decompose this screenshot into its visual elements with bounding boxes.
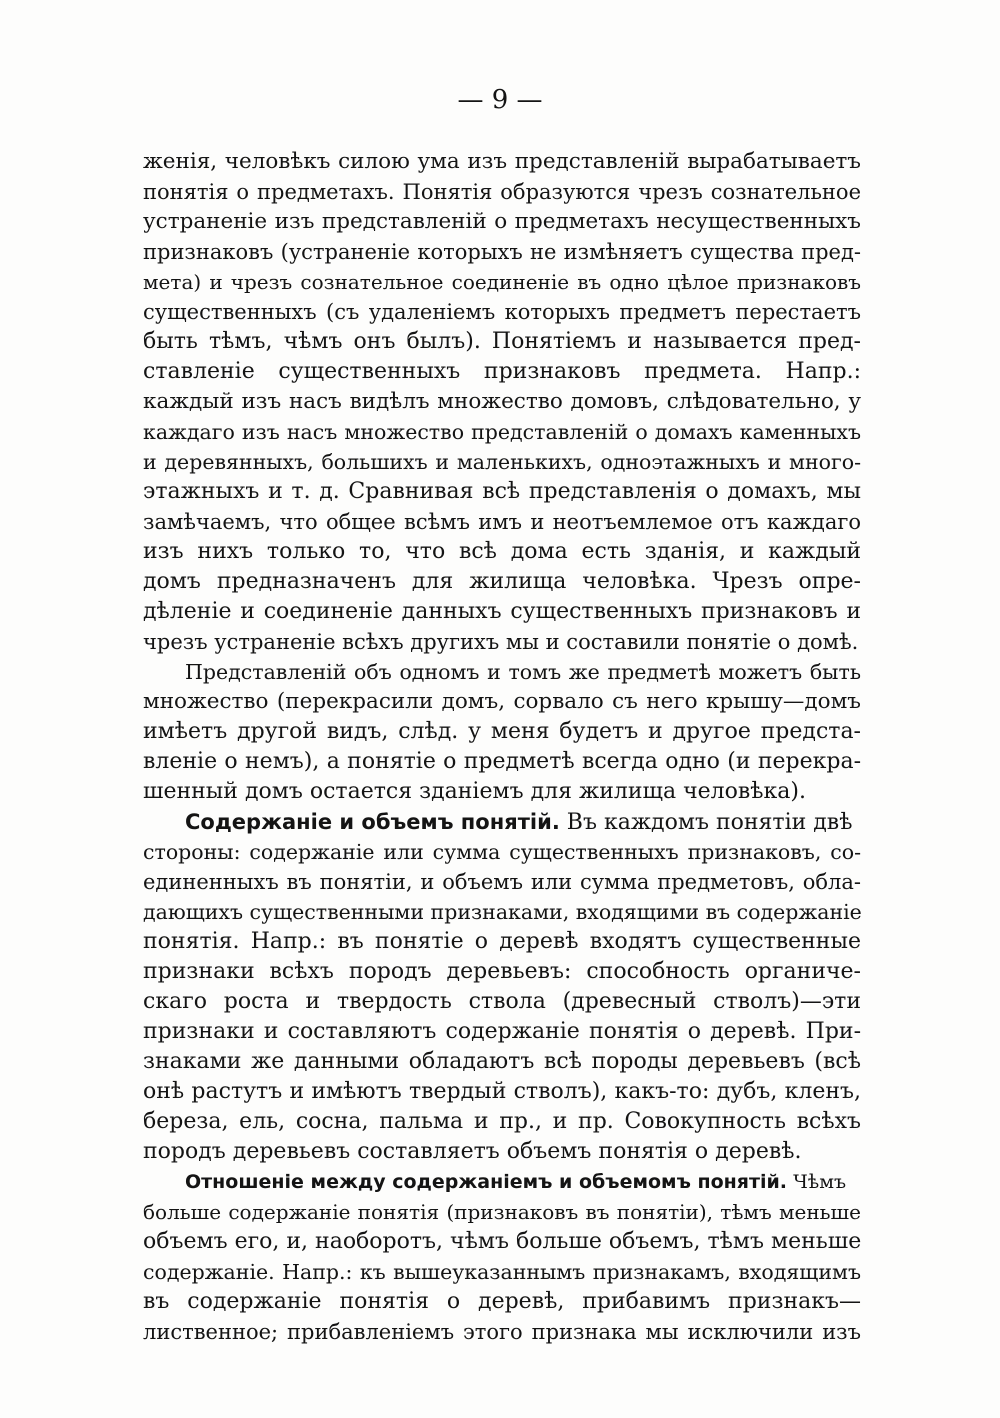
text-line: больше содержаніе понятія (признаковъ въ понятіи), тѣмъ меньше: [143, 1200, 861, 1224]
text-line: этажныхъ и т. д. Сравнивая всѣ представленія о домахъ, мы: [143, 479, 861, 504]
text-line: каждый изъ насъ видѣлъ множество домовъ, слѣдовательно, у: [143, 389, 861, 414]
section-heading-line: [185, 807, 861, 837]
heading-lead-text: Въ каждомъ понятіи двѣ: [559, 810, 853, 835]
text-line: признаковъ (устраненіе которыхъ не измѣняетъ существа пред-: [143, 240, 861, 264]
section-heading: Отношеніе между содержаніемъ и объемомъ понятій.: [185, 1171, 788, 1193]
text-line: мета) и чрезъ сознательное соединеніе въ одно цѣлое признаковъ: [143, 270, 861, 294]
page-number: — 9 —: [457, 85, 543, 115]
text-line: въ содержаніе понятія о деревѣ, прибавимъ признакъ—: [143, 1289, 861, 1314]
text-line: Представленій объ одномъ и томъ же предметѣ можетъ быть: [185, 660, 861, 684]
text-line: береза, ель, сосна, пальма и пр., и пр. Совокупность всѣхъ: [143, 1109, 861, 1134]
text-line: лиственное; прибавленіемъ этого признака мы исключили изъ: [143, 1320, 861, 1344]
text-line: дѣленіе и соединеніе данныхъ существенныхъ признаковъ и: [143, 599, 861, 624]
text-line: существенныхъ (съ удаленіемъ которыхъ предметъ перестаетъ: [143, 300, 861, 324]
text-line: понятія о предметахъ. Понятія образуются чрезъ сознательное: [143, 180, 861, 204]
text-line: домъ предназначенъ для жилища человѣка. Чрезъ опре-: [143, 569, 861, 594]
text-line: женія, человѣкъ силою ума изъ представленій вырабатываетъ: [143, 149, 861, 174]
text-line: стороны: содержаніе или сумма существенныхъ признаковъ, со-: [143, 840, 861, 864]
text-line: признаки и составляютъ содержаніе понятія о деревѣ. При-: [143, 1019, 861, 1044]
text-line: скаго роста и твердость ствола (древесный стволъ)—эти: [143, 989, 861, 1014]
text-line: множество (перекрасили домъ, сорвало съ него крышу—домъ: [143, 689, 861, 714]
text-line: замѣчаемъ, что общее всѣмъ имъ и неотъемлемое отъ каждаго: [143, 510, 861, 534]
text-line: породъ деревьевъ составляетъ объемъ понятія о деревѣ.: [143, 1139, 802, 1164]
text-line: знаками же данными обладаютъ всѣ породы деревьевъ (всѣ: [143, 1049, 861, 1074]
text-line: чрезъ устраненіе всѣхъ другихъ мы и составили понятіе о домѣ.: [143, 630, 859, 654]
text-line: содержаніе. Напр.: къ вышеуказаннымъ признакамъ, входящимъ: [143, 1260, 861, 1284]
text-line: шенный домъ остается зданіемъ для жилища человѣка).: [143, 779, 806, 804]
text-line: каждаго изъ насъ множество представленій о домахъ каменныхъ: [143, 420, 861, 444]
text-line: единенныхъ въ понятіи, и объемъ или сумма предметовъ, обла-: [143, 870, 861, 894]
text-line: ставленіе существенныхъ признаковъ предмета. Напр.:: [143, 359, 861, 384]
text-line: быть тѣмъ, чѣмъ онъ былъ). Понятіемъ и называется пред-: [143, 329, 861, 354]
text-line: изъ нихъ только то, что всѣ дома есть зданія, и каждый: [143, 539, 861, 564]
section-heading: Содержаніе и объемъ понятій.: [185, 810, 560, 834]
heading-lead-text: Чѣмъ: [787, 1171, 847, 1193]
text-line: объемъ его, и, наоборотъ, чѣмъ больше объемъ, тѣмъ меньше: [143, 1229, 862, 1254]
text-line: понятія. Напр.: въ понятіе о деревѣ входятъ существенные: [143, 929, 861, 954]
section-heading-line: [185, 1167, 861, 1197]
text-line: имѣетъ другой видъ, слѣд. у меня будетъ и другое предста-: [143, 719, 861, 744]
text-line: и деревянныхъ, большихъ и маленькихъ, одноэтажныхъ и много-: [143, 450, 861, 474]
text-line: онѣ растутъ и имѣютъ твердый стволъ), какъ-то: дубъ, кленъ,: [143, 1079, 861, 1104]
text-line: устраненіе изъ представленій о предметахъ несущественныхъ: [143, 209, 861, 234]
text-line: дающихъ существенными признаками, входящими въ содержаніе: [143, 900, 862, 924]
text-line: признаки всѣхъ породъ деревьевъ: способность органиче-: [143, 959, 861, 984]
text-line: вленіе о немъ), а понятіе о предметѣ всегда одно (и перекра-: [143, 749, 861, 774]
